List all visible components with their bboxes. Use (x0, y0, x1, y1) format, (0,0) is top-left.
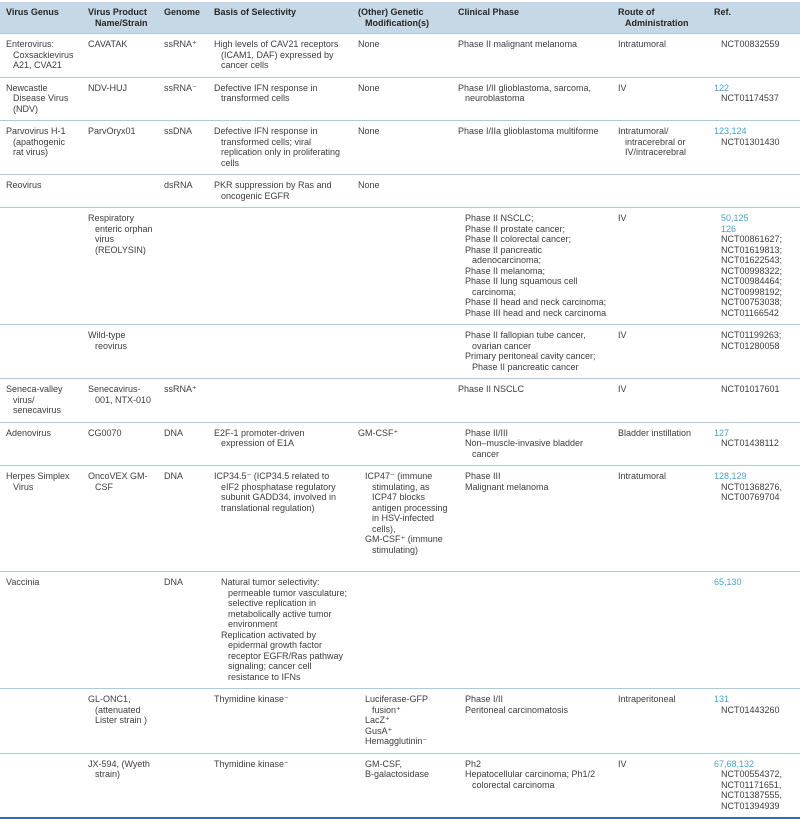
cell-route: IV (618, 384, 627, 394)
cell-genome: DNA (164, 471, 184, 481)
cell-route: IV (618, 213, 627, 223)
table-row-reovirus (0, 175, 800, 208)
cell-genetic-modifications: ICP47⁻ (immune stimulating, as ICP47 blocks antigen processing in HSV-infected cells), GM-CSF⁺ (immune stimulating) (365, 471, 448, 555)
table-row-jx-594 (0, 753, 800, 818)
col-header-virus-product: Virus Product Name/Strain (88, 2, 164, 34)
cell-route: Intratumoral (618, 471, 667, 481)
cell-virus-genus: Seneca-valley virus/ senecavirus (6, 384, 63, 415)
oncolytic-virus-clinical-trials-table (0, 2, 800, 819)
cell-product-name: NDV-HUJ (88, 82, 128, 93)
cell-product-name: CG0070 (88, 427, 122, 438)
cell-clinical-phase: Phase II malignant melanoma (458, 39, 578, 49)
cell-product-name: OncoVEX GM-CSF (88, 471, 148, 492)
cell-virus-genus: Herpes Simplex Virus (6, 471, 70, 492)
table-body (0, 34, 800, 819)
cell-genome: DNA (164, 577, 184, 587)
reference-citation-link[interactable]: 65,130 (714, 577, 742, 587)
cell-genetic-modifications: None (358, 126, 380, 136)
table-row-gl-onc1 (0, 689, 800, 754)
cell-genome: ssRNA⁻ (164, 82, 197, 93)
cell-virus-genus: Newcastle Disease Virus (NDV) (6, 82, 69, 114)
table-row-enterovirus (0, 34, 800, 78)
cell-clinical-phase: Phase I/IIa glioblastoma multiforme (458, 126, 599, 136)
cell-basis-of-selectivity: High levels of CAV21 receptors (ICAM1, DAF) expressed by cancer cells (214, 39, 339, 70)
cell-clinical-phase: Phase II fallopian tube cancer, ovarian cancer Primary peritoneal cavity cancer; Phase II pancreatic cancer (465, 330, 596, 372)
cell-genetic-modifications: None (358, 82, 380, 93)
cell-route: IV (618, 758, 627, 769)
cell-clinical-phase: Phase I/II glioblastoma, sarcoma, neuroblastoma (458, 82, 592, 103)
cell-virus-genus: Vaccinia (6, 577, 40, 587)
cell-nct-ids: NCT01199263; NCT01280058 (721, 330, 782, 351)
cell-basis-of-selectivity: Thymidine kinase⁻ (214, 694, 289, 704)
cell-nct-ids: NCT01174537 (721, 93, 779, 103)
cell-nct-ids: NCT00861627; NCT01619813; NCT01622543; NCT00998322; NCT00984464; NCT00998192; NCT00753038; NCT01166542 (721, 234, 783, 318)
cell-virus-genus: Reovirus (6, 180, 42, 190)
cell-genetic-modifications: None (358, 180, 380, 190)
col-header-basis-of-selectivity: Basis of Selectivity (214, 2, 358, 34)
reference-citation-link[interactable]: 128,129 (714, 471, 747, 481)
cell-basis-of-selectivity: Defective IFN response in transformed cells (214, 82, 318, 103)
cell-product-name: JX-594, (Wyeth strain) (88, 758, 150, 779)
cell-product-name: Senecavirus-001, NTX-010 (88, 384, 152, 405)
table-row-newcastle-disease-virus (0, 77, 800, 121)
cell-virus-genus: Parvovirus H-1 (apathogenic rat virus) (6, 126, 66, 157)
cell-product-name: ParvOryx01 (88, 126, 136, 136)
cell-clinical-phase: Phase II/III Non–muscle-invasive bladder cancer (465, 427, 584, 459)
cell-route: Intratumoral/ intracerebral or IV/intracerebral (618, 126, 687, 157)
cell-genetic-modifications: None (358, 39, 380, 49)
header-row (0, 2, 800, 34)
cell-route: IV (618, 82, 627, 93)
col-header-ref: Ref. (714, 2, 800, 34)
reference-citation-link[interactable]: 122 (714, 82, 730, 93)
cell-genome: ssDNA (164, 126, 193, 136)
col-header-genetic-modifications: (Other) Genetic Modification(s) (358, 2, 458, 34)
cell-route: Intraperitoneal (618, 694, 676, 704)
cell-clinical-phase: Phase II NSCLC; Phase II prostate cancer; Phase II colorectal cancer; Phase II pancreatic adenocarcinoma; Phase II melanoma; Phase II lung squamous cell carcinoma; Phase II head and neck carcinoma; Phase III head and neck carcinoma (465, 213, 607, 318)
reference-citation-link[interactable]: 67,68,132 (714, 758, 755, 769)
table-row-parvovirus (0, 121, 800, 175)
cell-genome: ssRNA⁺ (164, 384, 197, 394)
cell-basis-of-selectivity: Defective IFN response in transformed cells; viral replication only in proliferating cells (214, 126, 341, 168)
cell-nct-ids: NCT01443260 (721, 704, 780, 715)
cell-nct-ids: NCT00554372, NCT01171651, NCT01387555, NCT01394939 (721, 769, 783, 811)
cell-basis-of-selectivity: E2F-1 promoter-driven expression of E1A (214, 427, 305, 448)
cell-virus-genus: Enterovirus: Coxsackievirus A21, CVA21 (6, 39, 74, 70)
reference-citation-link[interactable]: 127 (714, 427, 730, 438)
reference-citation-link[interactable]: 123,124 (714, 126, 747, 136)
table-row-wild-type-reovirus (0, 325, 800, 379)
cell-clinical-phase: Phase II NSCLC (458, 384, 525, 394)
cell-genome: ssRNA⁺ (164, 39, 197, 49)
table-row-vaccinia (0, 572, 800, 689)
col-header-genome: Genome (164, 2, 214, 34)
cell-genome: dsRNA (164, 180, 193, 190)
table-row-seneca-valley-virus (0, 379, 800, 423)
cell-nct-ids: NCT00832559 (721, 39, 780, 49)
cell-route: IV (618, 330, 627, 340)
col-header-route-of-administration: Route of Administration (618, 2, 714, 34)
col-header-clinical-phase: Clinical Phase (458, 2, 618, 34)
cell-genetic-modifications: GM-CSF, B-galactosidase (365, 758, 430, 779)
cell-nct-ids: NCT01017601 (721, 384, 780, 394)
cell-nct-ids: NCT01368276, NCT00769704 (721, 481, 783, 502)
cell-nct-ids: NCT01438112 (721, 438, 779, 448)
table-row-herpes-simplex-virus (0, 466, 800, 572)
table-row-adenovirus (0, 422, 800, 466)
reference-citation-link[interactable]: 131 (714, 694, 730, 704)
col-header-virus-genus: Virus Genus (0, 2, 88, 34)
table-header (0, 2, 800, 34)
cell-genetic-modifications: Luciferase-GFP fusion⁺ LacZ⁺ GusA⁺ Hemagglutinin⁻ (365, 694, 428, 746)
cell-basis-of-selectivity: PKR suppression by Ras and oncogenic EGFR (214, 180, 332, 201)
cell-nct-ids: NCT01301430 (721, 136, 780, 147)
cell-genome: DNA (164, 427, 184, 438)
table-row-reolysin (0, 208, 800, 325)
cell-product-name: CAVATAK (88, 39, 128, 49)
cell-route: Bladder instillation (618, 427, 692, 438)
cell-route: Intratumoral (618, 39, 667, 49)
cell-product-name: Wild-type reovirus (88, 330, 128, 351)
cell-basis-of-selectivity: ICP34.5⁻ (ICP34.5 related to eIF2 phosphatase regulatory subunit GADD34, involved in translational regulation) (214, 471, 337, 513)
cell-virus-genus: Adenovirus (6, 427, 52, 438)
cell-clinical-phase: Ph2 Hepatocellular carcinoma; Ph1/2 colorectal carcinoma (465, 758, 596, 790)
cell-clinical-phase: Phase I/II Peritoneal carcinomatosis (465, 694, 569, 715)
cell-basis-of-selectivity: Natural tumor selectivity: permeable tumor vasculature; selective replication in metabolically active tumor environment Replication activated by epidermal growth factor receptor EGFR/Ras pathway signaling; cancer cell resistance to IFNs (221, 577, 348, 682)
cell-genetic-modifications: GM-CSF⁺ (358, 427, 399, 438)
cell-basis-of-selectivity: Thymidine kinase⁻ (214, 758, 289, 769)
reference-citation-link[interactable]: 50,125 126 (721, 213, 749, 234)
cell-product-name: Respiratory enteric orphan virus (REOLYSIN) (88, 213, 153, 255)
cell-product-name: GL-ONC1, (attenuated Lister strain ) (88, 694, 148, 725)
cell-clinical-phase: Phase III Malignant melanoma (465, 471, 549, 492)
